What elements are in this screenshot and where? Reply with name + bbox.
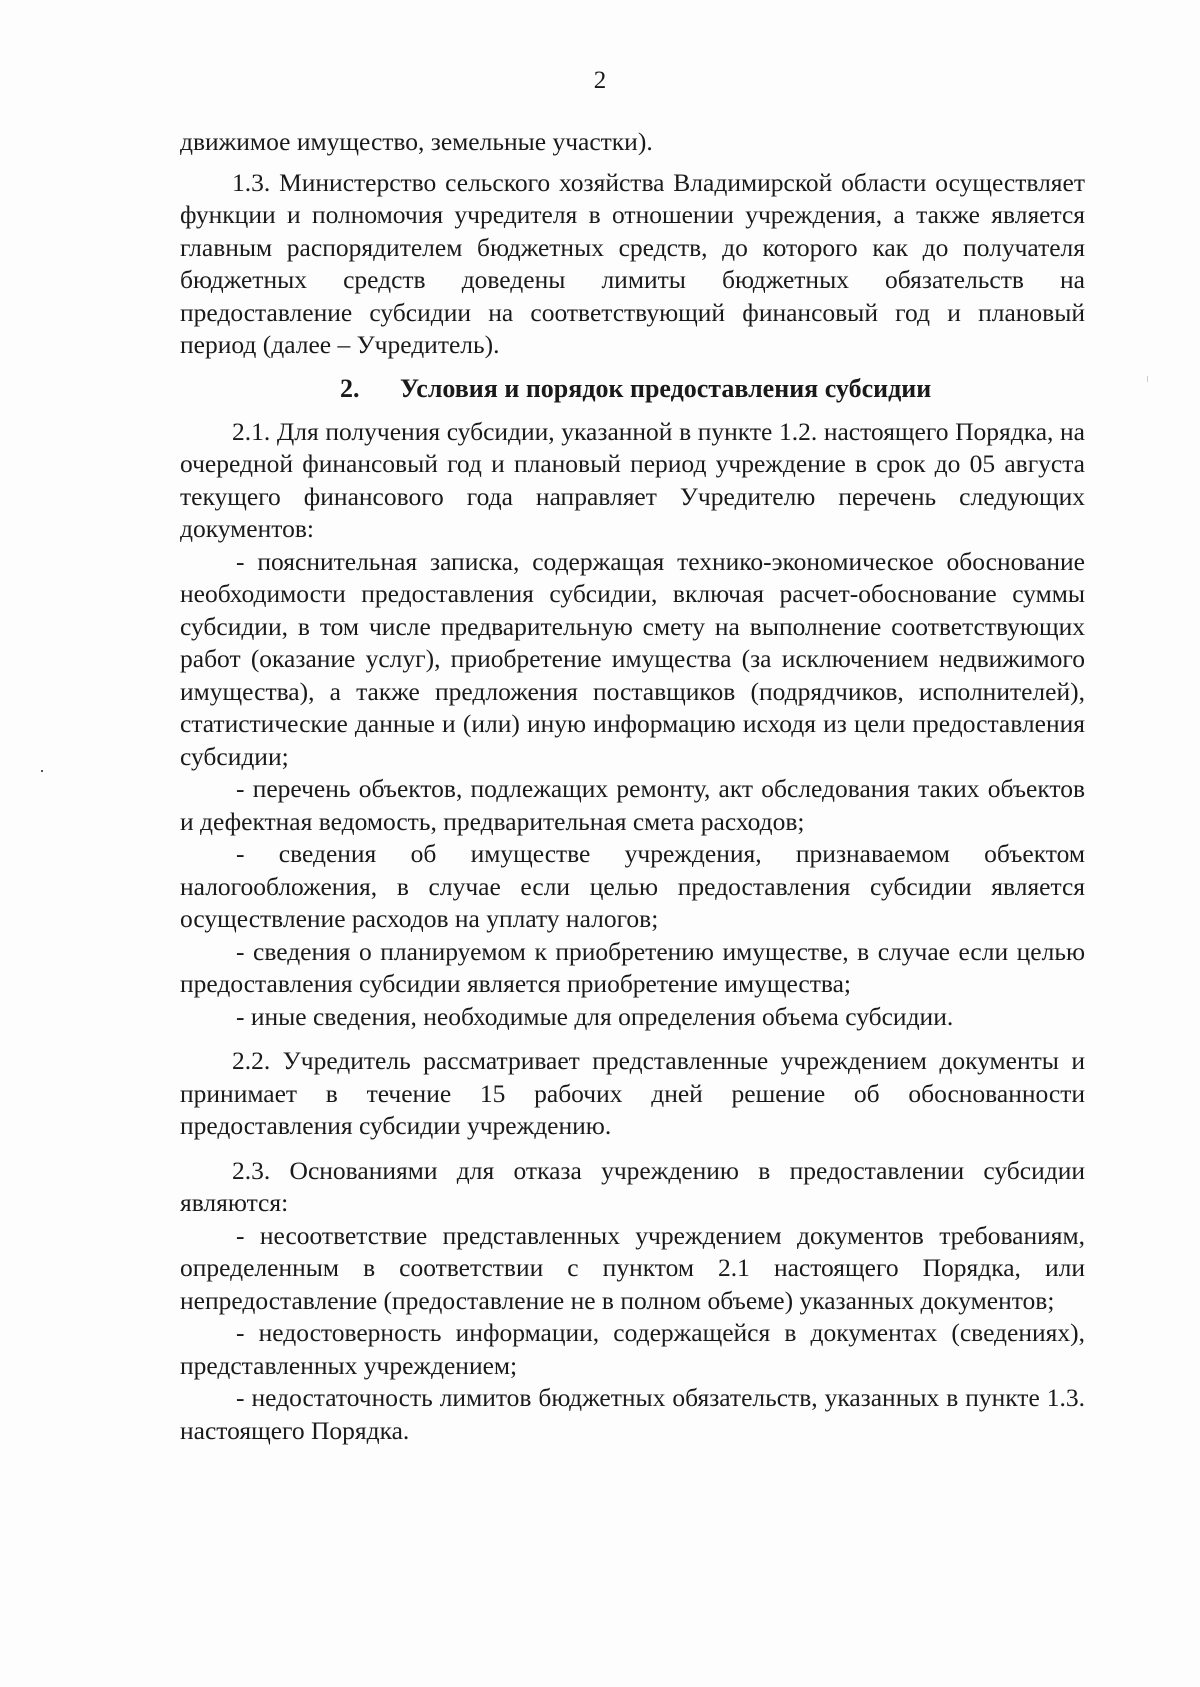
list-item-explanatory-note: - пояснительная записка, содержащая технико-экономическое обоснование необходимости предоставления субсидии, включая расчет-обоснование суммы субсидии, в том числе предварительную смету на выполнение соответствующих работ (оказание услуг), приобретение имущества (за исключением недвижимого имущества), а также предложения поставщиков (подрядчиков, исполнителей), статистические данные и (или) иную информацию исходя из цели предоставления субсидии; <box>180 546 1085 771</box>
list-item-other-info: - иные сведения, необходимые для определения объема субсидии. <box>236 1001 954 1031</box>
scan-speck <box>41 770 43 772</box>
paragraph-2-2: 2.2. Учредитель рассматривает представленные учреждением документы и принимает в течение 15 рабочих дней решение об обоснованности предоставления субсидии учреждению. <box>180 1046 1085 1140</box>
scan-mark <box>1147 376 1151 382</box>
list-item-insufficient-limits: - недостаточность лимитов бюджетных обязательств, указанных в пункте 1.3. настоящего Порядка. <box>180 1383 1085 1445</box>
section-heading <box>180 372 1085 406</box>
page-number: 2 <box>593 67 607 94</box>
list-item-non-compliance: - несоответствие представленных учреждением документов требованиям, определенным в соответствии с пунктом 2.1 настоящего Порядка, или непредоставление (предоставление не в полном объеме) указанных документов; <box>180 1220 1085 1315</box>
list-item-property-info: - сведения об имуществе учреждения, признаваемом объектом налогообложения, в случае если целью предоставления субсидии является осуществление расходов на уплату налогов; <box>180 839 1085 933</box>
document-body <box>180 126 1085 1447</box>
paragraph-continuation: движимое имущество, земельные участки). <box>180 127 653 156</box>
list-item-unreliable-info: - недостоверность информации, содержащейся в документах (сведениях), представленных учреждением; <box>180 1318 1085 1380</box>
paragraph-1-3: 1.3. Министерство сельского хозяйства Владимирской области осуществляет функции и полномочия учредителя в отношении учреждения, а также является главным распорядителем бюджетных средств, до которого как до получателя бюджетных средств доведены лимиты бюджетных обязательств на предоставление субсидии на соответствующий финансовый год и плановый период (далее – Учредитель). <box>180 167 1085 359</box>
paragraph-2-3: 2.3. Основаниями для отказа учреждению в предоставлении субсидии являются: <box>180 1155 1085 1217</box>
paragraph-2-1: 2.1. Для получения субсидии, указанной в пункте 1.2. настоящего Порядка, на очередной финансовый год и плановый период учреждение в срок до 05 августа текущего финансового года направляет Учредителю перечень следующих документов: <box>180 416 1085 543</box>
list-item-repair-objects: - перечень объектов, подлежащих ремонту, акт обследования таких объектов и дефектная ведомость, предварительная смета расходов; <box>180 774 1085 836</box>
section-number: 2. <box>340 373 360 403</box>
list-item-planned-acquisition: - сведения о планируемом к приобретению имуществе, в случае если целью предоставления субсидии является приобретение имущества; <box>180 936 1085 998</box>
section-title: Условия и порядок предоставления субсидии <box>400 373 932 403</box>
